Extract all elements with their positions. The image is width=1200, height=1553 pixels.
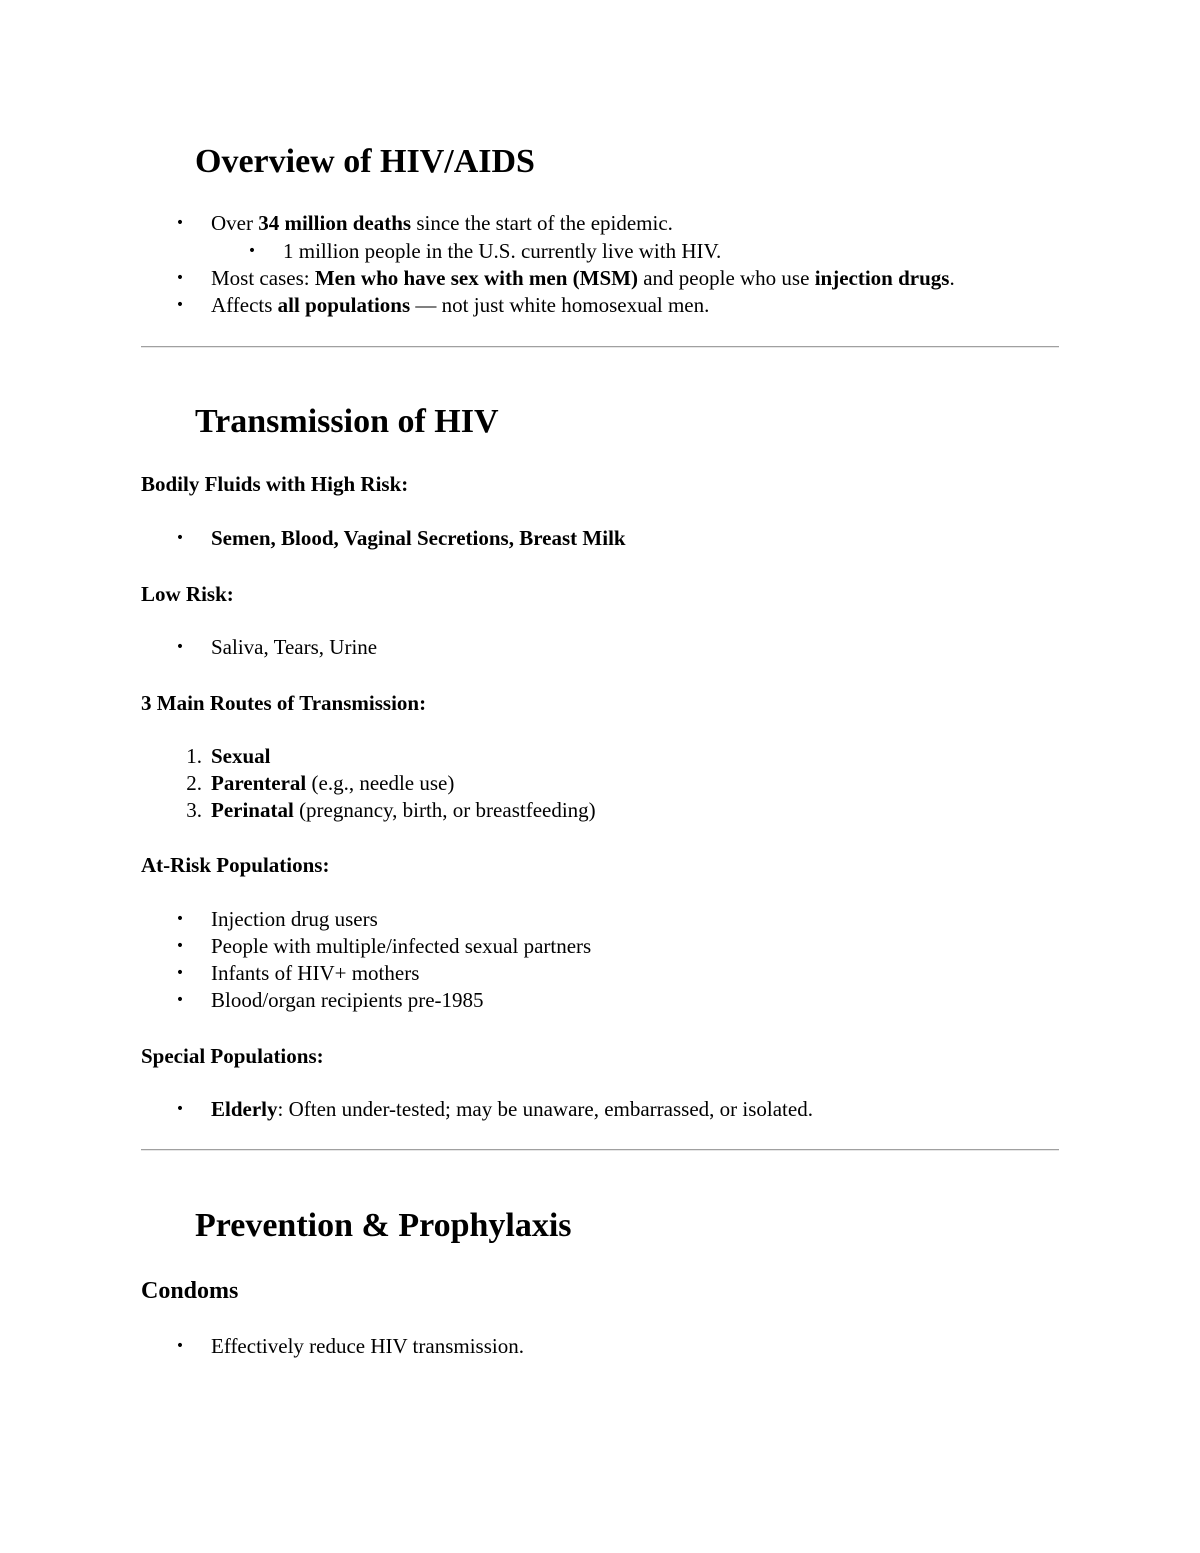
list-item-text: Injection drug users [211,907,378,931]
list-item-text: Most cases: Men who have sex with men (MSM) and people who use injection drugs. [211,266,955,290]
list-item-text: Affects all populations — not just white homosexual men. [211,293,710,317]
bullet-icon: • [175,911,185,927]
list-item-text: Perinatal (pregnancy, birth, or breastfeeding) [211,798,596,822]
list-item-text: Effectively reduce HIV transmission. [211,1334,524,1358]
list-item-text: Saliva, Tears, Urine [211,635,378,659]
bullet-icon: • [175,530,185,546]
low-risk-heading: Low Risk: [141,582,234,606]
section-divider [141,346,1059,348]
list-item-text: Elderly: Often under-tested; may be unaware, embarrassed, or isolated. [211,1097,813,1121]
prevention-title: Prevention & Prophylaxis [195,1207,572,1244]
bullet-icon: • [175,1338,185,1354]
list-item-text: Semen, Blood, Vaginal Secretions, Breast Milk [211,526,626,550]
bullet-icon: • [175,938,185,954]
high-risk-heading: Bodily Fluids with High Risk: [141,472,409,496]
condoms-heading: Condoms [141,1278,239,1304]
routes-heading: 3 Main Routes of Transmission: [141,691,427,715]
list-item-text: People with multiple/infected sexual partners [211,934,592,958]
bullet-icon: • [175,215,185,231]
overview-title: Overview of HIV/AIDS [195,143,535,180]
list-item-text: Blood/organ recipients pre-1985 [211,988,484,1012]
list-item-text: Infants of HIV+ mothers [211,961,420,985]
list-item-text: Over 34 million deaths since the start of the epidemic. [211,211,673,235]
transmission-title: Transmission of HIV [195,403,499,440]
bullet-icon: • [247,243,257,259]
bullet-icon: • [175,297,185,313]
special-populations-heading: Special Populations: [141,1044,324,1068]
list-number: 2. [186,771,202,795]
list-item-text: 1 million people in the U.S. currently live with HIV. [283,239,722,263]
list-number: 1. [186,744,202,768]
list-number: 3. [186,798,202,822]
bullet-icon: • [175,965,185,981]
bullet-icon: • [175,639,185,655]
list-item-text: Parenteral (e.g., needle use) [211,771,455,795]
section-divider [141,1149,1059,1151]
list-item-text: Sexual [211,744,271,768]
bullet-icon: • [175,270,185,286]
bullet-icon: • [175,992,185,1008]
at-risk-heading: At-Risk Populations: [141,853,330,877]
bullet-icon: • [175,1101,185,1117]
